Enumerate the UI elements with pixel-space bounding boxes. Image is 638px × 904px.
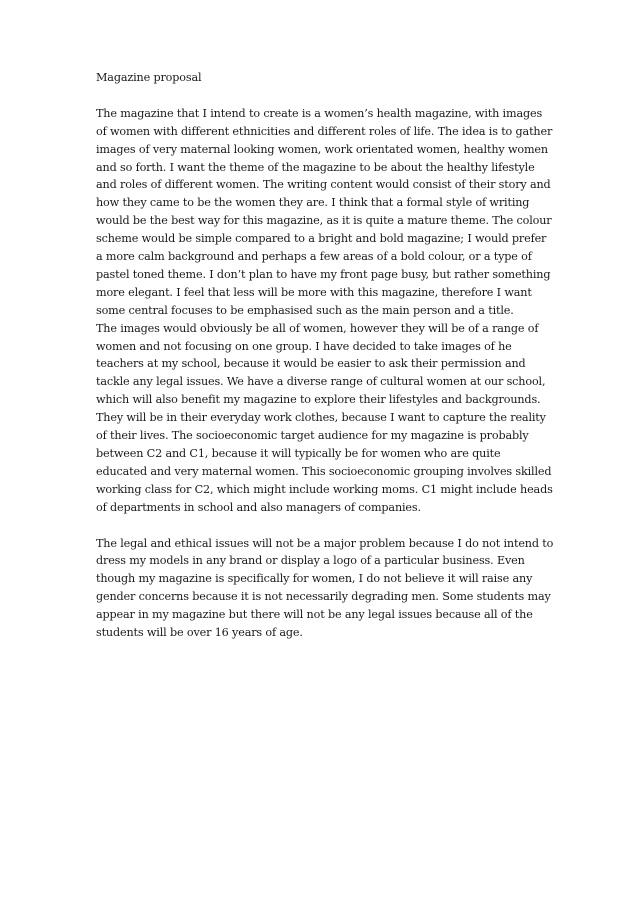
paragraph-images: The images would obviously be all of women, however they will be of a range of women and not focusing on one group. I have decided to take images of he teachers at my school, because it would be easier to ask their permission and tackle any legal issues. We have a diverse range of cultural women at our school, which will also benefit my magazine to explore their lifestyles and backgrounds. They will be in their everyday work clothes, because I want to capture the reality of their lives. The socioeconomic target audience for my magazine is probably between C2 and C1, because it will typically be for women who are quite educated and very maternal women. This socioeconomic grouping involves skilled working class for C2, which might include working moms. C1 might include heads of departments in school and also managers of companies. (96, 321, 553, 514)
document-title: Magazine proposal (96, 71, 202, 84)
document-body (96, 69, 554, 642)
paragraph-theme: The magazine that I intend to create is a women’s health magazine, with images of women with different ethnicities and different roles of life. The idea is to gather images of very maternal looking women, work orientated women, healthy women and so forth. I want the theme of the magazine to be about the healthy lifestyle and roles of different women. The writing content would consist of their story and how they came to be the women they are. I think that a formal style of writing would be the best way for this magazine, as it is quite a mature theme. The colour scheme would be simple compared to a bright and bold magazine; I would prefer a more calm background and perhaps a few areas of a bold colour, or a type of pastel toned theme. I don’t plan to have my front page busy, but rather something more elegant. I feel that less will be more with this magazine, therefore I want some central focuses to be emphasised such as the main person and a title. (96, 106, 553, 317)
paragraph-legal: The legal and ethical issues will not be a major problem because I do not intend to dress my models in any brand or display a logo of a particular business. Even though my magazine is specifically for women, I do not believe it will raise any gender concerns because it is not necessarily degrading men. Some students may appear in my magazine but there will not be any legal issues because all of the students will be over 16 years of age. (96, 536, 554, 640)
paragraph-gap (96, 517, 554, 535)
